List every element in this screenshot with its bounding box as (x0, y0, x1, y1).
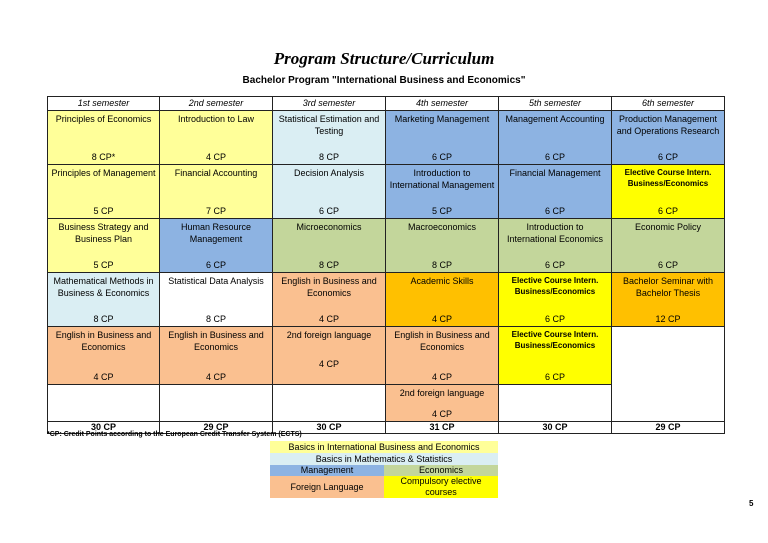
course-credits: 5 CP (93, 260, 114, 270)
course-cell (160, 327, 273, 385)
course-name: Business Strategy and Business Plan (58, 222, 149, 244)
course-cell (499, 111, 612, 165)
course-credits: 12 CP (655, 314, 681, 324)
course-credits: 6 CP (657, 152, 678, 162)
semester-total: 30 CP (48, 422, 160, 434)
course-name: Statistical Estimation and Testing (278, 114, 380, 136)
course-name: Marketing Management (394, 114, 490, 124)
course-credits: 5 CP (431, 206, 452, 216)
empty-cell (273, 385, 386, 422)
course-cell (48, 273, 160, 327)
course-credits: 6 CP (544, 260, 565, 270)
course-name: Decision Analysis (293, 168, 365, 178)
course-credits: 6 CP (205, 260, 226, 270)
course-cell (499, 273, 612, 327)
course-credits: 6 CP (431, 152, 452, 162)
legend-foreign-language: Foreign Language (270, 476, 384, 498)
course-name: English in Business and Economics (394, 330, 490, 352)
course-cell (273, 165, 386, 219)
course-row (48, 273, 725, 327)
course-cell (499, 327, 612, 385)
course-cell (499, 219, 612, 273)
course-name: Production Management and Operations Research (616, 114, 720, 136)
course-credits: 6 CP (657, 206, 678, 216)
course-name: Elective Course Intern. Business/Economics (511, 276, 599, 296)
course-credits: 8 CP* (91, 152, 116, 162)
course-cell (48, 165, 160, 219)
semester-total: 29 CP (160, 422, 273, 434)
course-cell (273, 111, 386, 165)
course-cell (160, 165, 273, 219)
course-credits: 4 CP (318, 314, 339, 324)
course-cell (160, 273, 273, 327)
legend-elective: Compulsory elective courses (384, 476, 498, 498)
course-name: Introduction to International Economics (506, 222, 604, 244)
course-cell (160, 111, 273, 165)
course-credits: 4 CP (431, 314, 452, 324)
course-credits: 6 CP (657, 260, 678, 270)
empty-cell (612, 327, 725, 422)
course-name: Microeconomics (296, 222, 362, 232)
course-row (48, 165, 725, 219)
course-credits: 6 CP (544, 372, 565, 382)
course-name: Principles of Economics (55, 114, 152, 124)
legend-economics: Economics (384, 465, 498, 476)
course-name: Elective Course Intern. Business/Economics (624, 168, 712, 188)
course-credits: 4 CP (431, 372, 452, 382)
course-credits: 5 CP (93, 206, 114, 216)
course-cell (160, 219, 273, 273)
course-cell (386, 219, 499, 273)
course-cell (386, 111, 499, 165)
course-name: Mathematical Methods in Business & Economics (53, 276, 154, 298)
footnote: *CP: Credit Points according to the European Credit Transfer System (ECTS) (47, 431, 302, 438)
course-name: 2nd foreign language (399, 388, 485, 398)
course-credits: 4 CP (205, 152, 226, 162)
semester-total: 30 CP (273, 422, 386, 434)
course-cell (386, 165, 499, 219)
course-credits: 8 CP (205, 314, 226, 324)
course-name: 2nd foreign language (286, 330, 372, 340)
course-cell (48, 111, 160, 165)
course-credits: 8 CP (93, 314, 114, 324)
semester-header: 1st semester (48, 97, 160, 111)
course-credits: 8 CP (318, 152, 339, 162)
course-cell (612, 273, 725, 327)
course-name: Academic Skills (410, 276, 474, 286)
empty-cell (499, 385, 612, 422)
semester-header: 6th semester (612, 97, 725, 111)
semester-total: 31 CP (386, 422, 499, 434)
course-row (48, 219, 725, 273)
course-credits: 6 CP (544, 152, 565, 162)
course-cell (612, 219, 725, 273)
course-name: Introduction to International Management (389, 168, 495, 190)
empty-cell (160, 385, 273, 422)
course-credits: 4 CP (93, 372, 114, 382)
course-name: Bachelor Seminar with Bachelor Thesis (622, 276, 714, 298)
course-name: Principles of Management (51, 168, 156, 178)
course-name: Human Resource Management (180, 222, 252, 244)
course-cell (48, 219, 160, 273)
course-credits: 6 CP (544, 314, 565, 324)
curriculum-table (47, 96, 725, 434)
course-credits: 8 CP (318, 260, 339, 270)
course-name: English in Business and Economics (55, 330, 152, 352)
course-credits: 8 CP (431, 260, 452, 270)
course-name: Statistical Data Analysis (168, 276, 264, 286)
course-name: English in Business and Economics (281, 276, 377, 298)
legend-management: Management (270, 465, 384, 476)
page-title: Program Structure/Curriculum (273, 49, 495, 68)
semester-header: 5th semester (499, 97, 612, 111)
course-name: English in Business and Economics (168, 330, 264, 352)
course-cell (612, 111, 725, 165)
course-credits: 7 CP (205, 206, 226, 216)
course-name: Management Accounting (505, 114, 605, 124)
course-cell (612, 165, 725, 219)
semester-total: 29 CP (612, 422, 725, 434)
course-cell (273, 273, 386, 327)
course-credits: 4 CP (431, 409, 452, 419)
course-cell (386, 327, 499, 385)
semester-header: 2nd semester (160, 97, 273, 111)
course-name: Financial Management (509, 168, 601, 178)
semester-header-row (48, 97, 725, 111)
page-number: 5 (749, 499, 754, 508)
course-name: Economic Policy (634, 222, 702, 232)
course-credits: 6 CP (318, 206, 339, 216)
course-name: Financial Accounting (174, 168, 258, 178)
course-cell (48, 327, 160, 385)
course-cell (386, 385, 499, 422)
course-row (48, 327, 725, 385)
legend-intl-business: Basics in International Business and Economics (270, 441, 498, 453)
legend-math-stats: Basics in Mathematics & Statistics (270, 453, 498, 465)
course-cell (386, 273, 499, 327)
semester-total: 30 CP (499, 422, 612, 434)
semester-header: 4th semester (386, 97, 499, 111)
empty-cell (48, 385, 160, 422)
semester-header: 3rd semester (273, 97, 386, 111)
course-cell (499, 165, 612, 219)
course-cell (273, 327, 386, 385)
course-credits: 4 CP (318, 359, 339, 369)
course-credits: 6 CP (544, 206, 565, 216)
course-credits: 4 CP (205, 372, 226, 382)
course-name: Introduction to Law (177, 114, 255, 124)
course-name: Macroeconomics (407, 222, 477, 232)
course-name: Elective Course Intern. Business/Economics (511, 330, 599, 350)
page-subtitle: Bachelor Program "International Business and Economics" (242, 75, 526, 86)
course-cell (273, 219, 386, 273)
course-row (48, 111, 725, 165)
color-legend (270, 441, 498, 498)
